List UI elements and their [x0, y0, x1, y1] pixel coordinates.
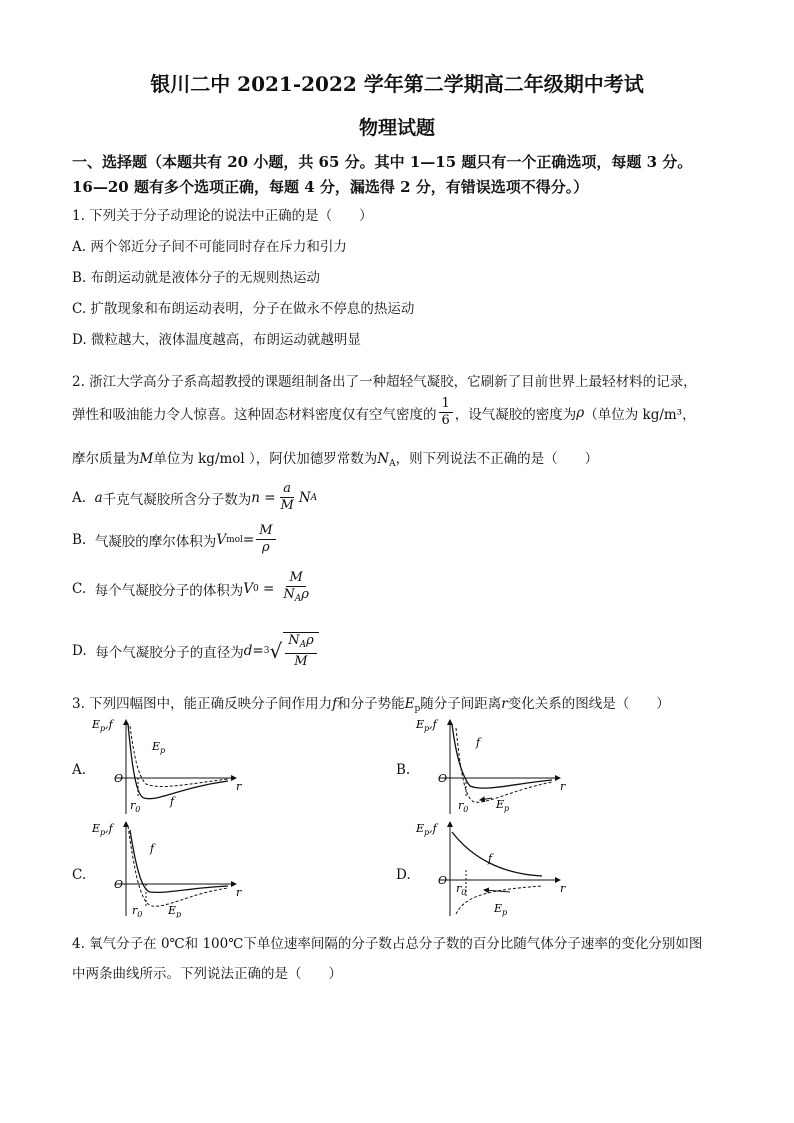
- option-label: C.: [72, 580, 87, 597]
- math-var: V: [216, 531, 227, 548]
- math-eq: =: [252, 643, 264, 659]
- r0-label: $r_0$: [458, 799, 469, 814]
- option-text: 千克气凝胶所含分子数为: [102, 491, 252, 508]
- question-1-option-c: C. 扩散现象和布朗运动表明，分子在做永不停息的热运动: [72, 301, 415, 317]
- math-subscript: A: [299, 640, 307, 650]
- f-label: f: [488, 852, 493, 865]
- ep-label: $E_p$: [152, 740, 166, 755]
- option-text: 每个气凝胶分子的直径为: [95, 645, 244, 661]
- question-2-line2: [72, 396, 696, 429]
- math-eq: =: [242, 531, 255, 548]
- ep-label: $E_p$: [496, 798, 510, 813]
- molar-mass-symbol: M: [139, 451, 154, 467]
- y-axis-label: $E_p,f$: [92, 718, 113, 733]
- question-2-line2-text-b: ，设气凝胶的密度为: [454, 406, 577, 423]
- option-label: A.: [72, 489, 87, 506]
- math-var: ρ: [301, 587, 309, 602]
- f-label: f: [476, 736, 481, 749]
- r0-label: $r_0$: [456, 882, 467, 897]
- question-2-line3-text-c: ，则下列说法不正确的是（ ）: [395, 451, 599, 467]
- fraction-denominator: 6: [441, 413, 450, 428]
- ep-label: $E_p$: [494, 902, 508, 917]
- option-text: 气凝胶的摩尔体积为: [94, 533, 217, 550]
- page-title: 银川二中 2021-2022 学年第二学期高二年级期中考试: [150, 72, 644, 96]
- question-2-option-c: [72, 570, 314, 607]
- fraction-m-over-na-rho: [280, 570, 312, 607]
- ep-curve: [456, 728, 552, 802]
- option-label: B.: [72, 531, 87, 548]
- question-1-option-d: D. 微粒越大，液体温度越高，布朗运动就越明显: [72, 332, 361, 348]
- fraction-m-over-rho: [256, 523, 275, 556]
- avogadro-symbol: N: [377, 451, 390, 467]
- math-var: E: [404, 696, 415, 712]
- f-curve: [130, 830, 228, 892]
- math-eq: =: [263, 580, 275, 597]
- ep-label: $E_p$: [168, 904, 182, 918]
- math-subscript: A: [310, 492, 318, 503]
- math-var: N: [283, 587, 295, 602]
- math-var: N: [288, 633, 300, 648]
- page-subtitle: 物理试题: [358, 117, 435, 139]
- math-var: V: [243, 580, 253, 597]
- graph-c: [88, 818, 248, 918]
- y-axis-label: $E_p,f$: [92, 822, 113, 837]
- origin-label: O: [438, 874, 448, 887]
- fraction-numerator: 1: [439, 396, 453, 413]
- graph-d: [412, 818, 572, 918]
- radicand: [283, 632, 319, 670]
- graph-a: [88, 716, 248, 816]
- graph-label-d: D.: [396, 867, 411, 883]
- fraction-one-sixth: [439, 396, 453, 429]
- question-1-stem: 1. 下列关于分子动理论的说法中正确的是（ ）: [72, 208, 373, 224]
- fraction-numerator: M: [256, 523, 275, 540]
- f-curve: [452, 832, 542, 876]
- math-subscript: mol: [226, 534, 243, 545]
- math-var: a: [94, 489, 103, 506]
- y-axis-label: $E_p,f$: [416, 718, 437, 733]
- origin-label: O: [114, 878, 124, 891]
- math-var: N: [298, 489, 311, 506]
- question-2-option-a: [72, 481, 317, 514]
- stem-text: 3. 下列四幅图中，能正确反映分子间作用力: [72, 696, 333, 712]
- question-2-option-b: [72, 523, 278, 556]
- ep-curve: [128, 826, 228, 906]
- section-heading-line1: 一、选择题（本题共有 20 小题，共 65 分。其中 1—15 题只有一个正确选项，每题 3 分。: [72, 153, 693, 171]
- stem-text: 随分子间距离: [420, 696, 502, 712]
- graph-b: [412, 716, 572, 816]
- graph-label-c: C.: [72, 867, 87, 883]
- ep-pointer: [480, 798, 492, 800]
- option-label: D.: [72, 643, 87, 659]
- question-4-line1: 4. 氧气分子在 0℃和 100℃下单位速率间隔的分子数占总分子数的百分比随气体分子速率的变化分别如图: [72, 936, 703, 952]
- math-var: ρ: [306, 633, 314, 648]
- ep-curve: [130, 726, 228, 787]
- question-2-line1: 2. 浙江大学高分子系高超教授的课题组制备出了一种超轻气凝胶，它刷新了目前世界上最轻材料的记录，: [72, 374, 697, 390]
- radical-sign: √: [269, 639, 283, 663]
- f-label: f: [170, 795, 175, 808]
- math-var: d: [243, 643, 253, 659]
- math-subscript: 0: [252, 583, 259, 594]
- question-3-stem: [72, 692, 670, 714]
- question-2-line3-text-a: 摩尔质量为: [72, 451, 140, 467]
- math-var: r: [501, 696, 508, 712]
- fraction-numerator: a: [280, 481, 294, 498]
- r0-label: $r_0$: [132, 904, 143, 918]
- fraction-a-over-m: [278, 481, 297, 514]
- question-2-line2-text-a: 弹性和吸油能力令人惊喜。这种固态材料密度仅有空气密度的: [72, 406, 437, 423]
- question-2-line3: [72, 447, 598, 469]
- question-2-option-d: [72, 632, 319, 670]
- y-axis-label: $E_p,f$: [416, 822, 437, 837]
- option-text: 每个气凝胶分子的体积为: [94, 582, 244, 599]
- math-expr: n =: [251, 489, 276, 506]
- r-axis-label: r: [236, 886, 242, 899]
- question-1-option-b: B. 布朗运动就是液体分子的无规则热运动: [72, 270, 321, 286]
- r-axis-label: r: [560, 780, 566, 793]
- question-1-option-a: A. 两个邻近分子间不可能同时存在斥力和引力: [72, 239, 347, 255]
- f-curve: [128, 724, 228, 799]
- root-index: 3: [263, 646, 270, 656]
- fraction-numerator: M: [286, 570, 305, 587]
- rho-symbol: ρ: [576, 404, 585, 421]
- origin-label: O: [438, 772, 448, 785]
- avogadro-subscript: A: [389, 459, 396, 469]
- question-4-line2: 中两条曲线所示。下列说法正确的是（ ）: [72, 966, 342, 982]
- math-subscript: A: [294, 594, 302, 604]
- r0-label: $r_0$: [130, 799, 141, 814]
- fraction-denominator: ρ: [262, 540, 270, 555]
- math-subscript: p: [414, 704, 421, 714]
- question-2-line3-text-b: 单位为 kg/mol ），阿伏加德罗常数为: [153, 451, 378, 467]
- fraction-denominator: M: [294, 654, 308, 669]
- fraction-na-rho-over-m: [285, 633, 317, 670]
- f-curve: [452, 724, 552, 788]
- ep-pointer: [484, 890, 510, 892]
- stem-text: 和分子势能: [337, 696, 405, 712]
- section-heading-line2: 16—20 题有多个选项正确，每题 4 分，漏选得 2 分，有错误选项不得分。）: [72, 178, 589, 196]
- question-2-line2-text-c: （单位为 kg/m³，: [584, 406, 696, 423]
- r-axis-label: r: [236, 780, 242, 793]
- math-var: f: [332, 696, 338, 712]
- f-label: f: [150, 842, 155, 855]
- stem-text: 变化关系的图线是（ ）: [507, 696, 670, 712]
- origin-label: O: [114, 772, 124, 785]
- r-axis-label: r: [560, 882, 566, 895]
- fraction-denominator: M: [280, 498, 294, 513]
- graph-label-b: B.: [396, 762, 411, 778]
- graph-label-a: A.: [72, 762, 87, 778]
